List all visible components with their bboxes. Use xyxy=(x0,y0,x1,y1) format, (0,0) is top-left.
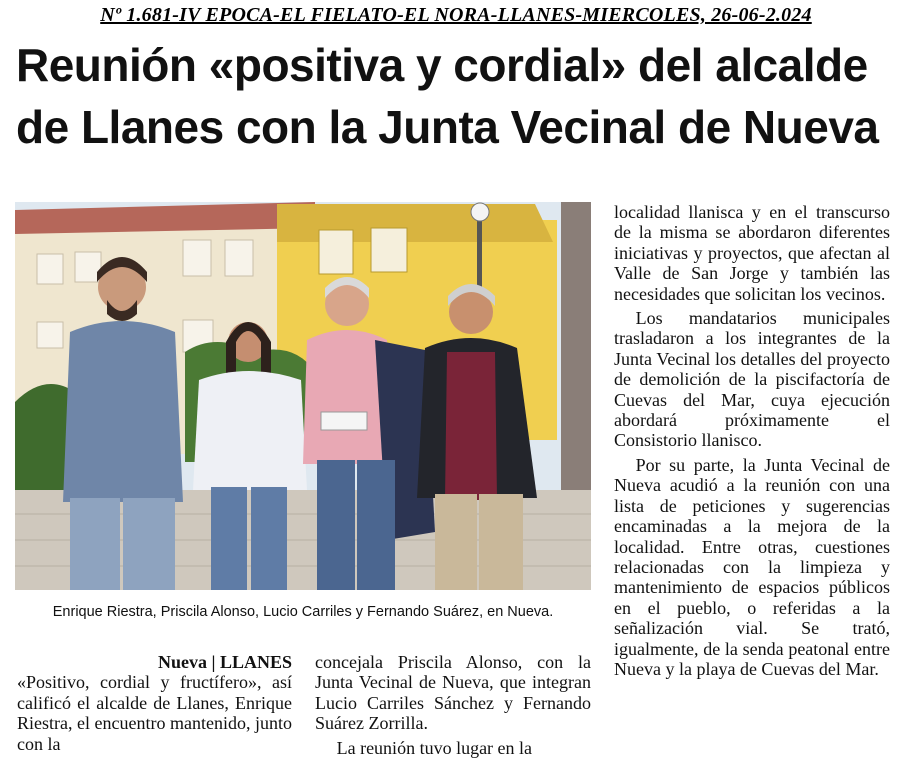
byline: Nueva | LLANES xyxy=(158,652,292,672)
headline: Reunión «positiva y cordial» del alcalde de Llanes con la Junta Vecinal de Nueva xyxy=(16,39,879,153)
paragraph: «Positivo, cordial y fructífero», así calificó el alcalde de Llanes, Enrique Riestra, el encuentro mantenido, junto con la xyxy=(17,672,292,754)
paragraph: Por su parte, la Junta Vecinal de Nueva acudió a la reunión con una lista de peticiones y sugerencias encaminadas a la mejora de la localidad. Entre otras, cuestiones relacionadas con la limpieza y mantenimiento de espacios públicos en el pueblo, o referidas a la señalización vial. Se trató, igualmente, de la senda peatonal entre Nueva y la playa de Cuevas del Mar. xyxy=(614,454,890,679)
article-photo xyxy=(15,202,591,590)
article-column-1 xyxy=(17,652,292,754)
masthead: Nº 1.681-IV EPOCA-EL FIELATO-EL NORA-LLANES-MIERCOLES, 26-06-2.024 xyxy=(100,4,812,26)
paragraph: Los mandatarios municipales trasladaron a los integrantes de la Junta Vecinal los detalles del proyecto de demolición de la piscifactoría de Cuevas del Mar, cuya ejecución abordará próximamente el Consistorio llanisco. xyxy=(614,308,890,451)
article-column-2 xyxy=(315,652,591,758)
article-column-3 xyxy=(614,202,890,679)
paragraph: La reunión tuvo lugar en la xyxy=(336,737,533,758)
photo-illustration xyxy=(15,202,591,590)
photo-caption: Enrique Riestra, Priscila Alonso, Lucio Carriles y Fernando Suárez, en Nueva. xyxy=(52,604,554,620)
paragraph: localidad llanisca y en el transcurso de la misma se abordaron diferentes iniciativas y proyectos, que afectan al Valle de San Jorge y también las necesidades que solicitan los vecinos. xyxy=(614,202,890,304)
paragraph: concejala Priscila Alonso, con la Junta Vecinal de Nueva, que integran Lucio Carriles Sánchez y Fernando Suárez Zorrilla. xyxy=(315,652,591,734)
